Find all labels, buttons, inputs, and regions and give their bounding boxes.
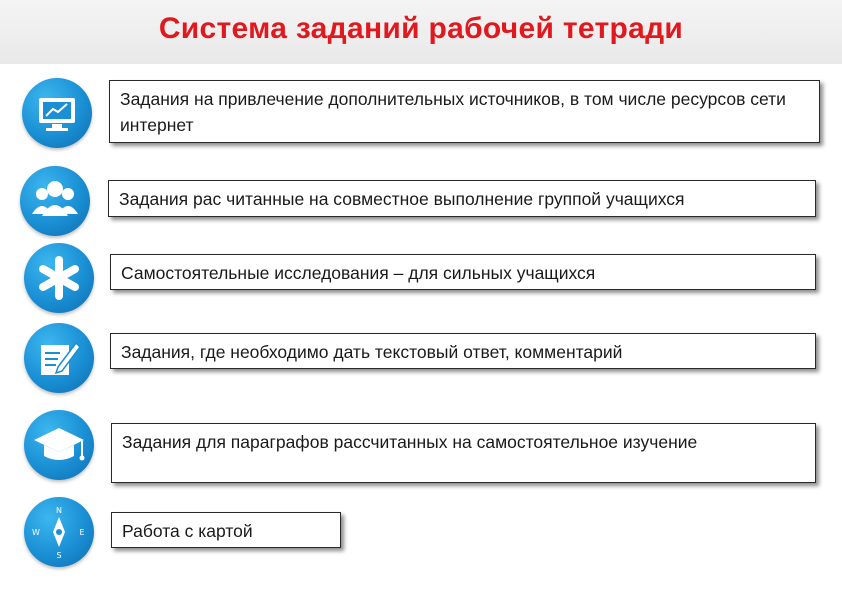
task-item-text: Самостоятельные исследования – для сильных учащихся xyxy=(121,263,596,283)
svg-text:N: N xyxy=(56,506,62,515)
task-item xyxy=(110,333,816,369)
task-item-text: Задания на привлечение дополнительных источников, в том числе ресурсов сети интернет xyxy=(120,89,786,135)
task-item-text: Задания для параграфов рассчитанных на самостоятельное изучение xyxy=(122,432,698,452)
graduation-cap-icon xyxy=(24,410,94,480)
asterisk-icon xyxy=(24,243,94,313)
group-people-icon xyxy=(20,166,90,236)
task-item-text: Задания, где необходимо дать текстовый ответ, комментарий xyxy=(121,342,623,362)
computer-monitor-icon xyxy=(22,78,92,148)
task-item-text: Задания рас читанные на совместное выполнение группой учащихся xyxy=(119,189,685,209)
task-item xyxy=(108,180,816,217)
task-item xyxy=(109,80,820,143)
page-title: Система заданий рабочей тетради xyxy=(158,12,684,45)
task-item xyxy=(111,423,816,483)
task-item-text: Работа с картой xyxy=(122,521,253,541)
task-item xyxy=(110,254,816,290)
svg-text:E: E xyxy=(79,528,85,537)
svg-text:W: W xyxy=(32,528,40,537)
compass-icon xyxy=(24,497,94,567)
pen-paper-icon xyxy=(24,323,94,393)
title-bar xyxy=(0,0,842,64)
task-item xyxy=(111,512,341,548)
svg-text:S: S xyxy=(56,551,62,560)
